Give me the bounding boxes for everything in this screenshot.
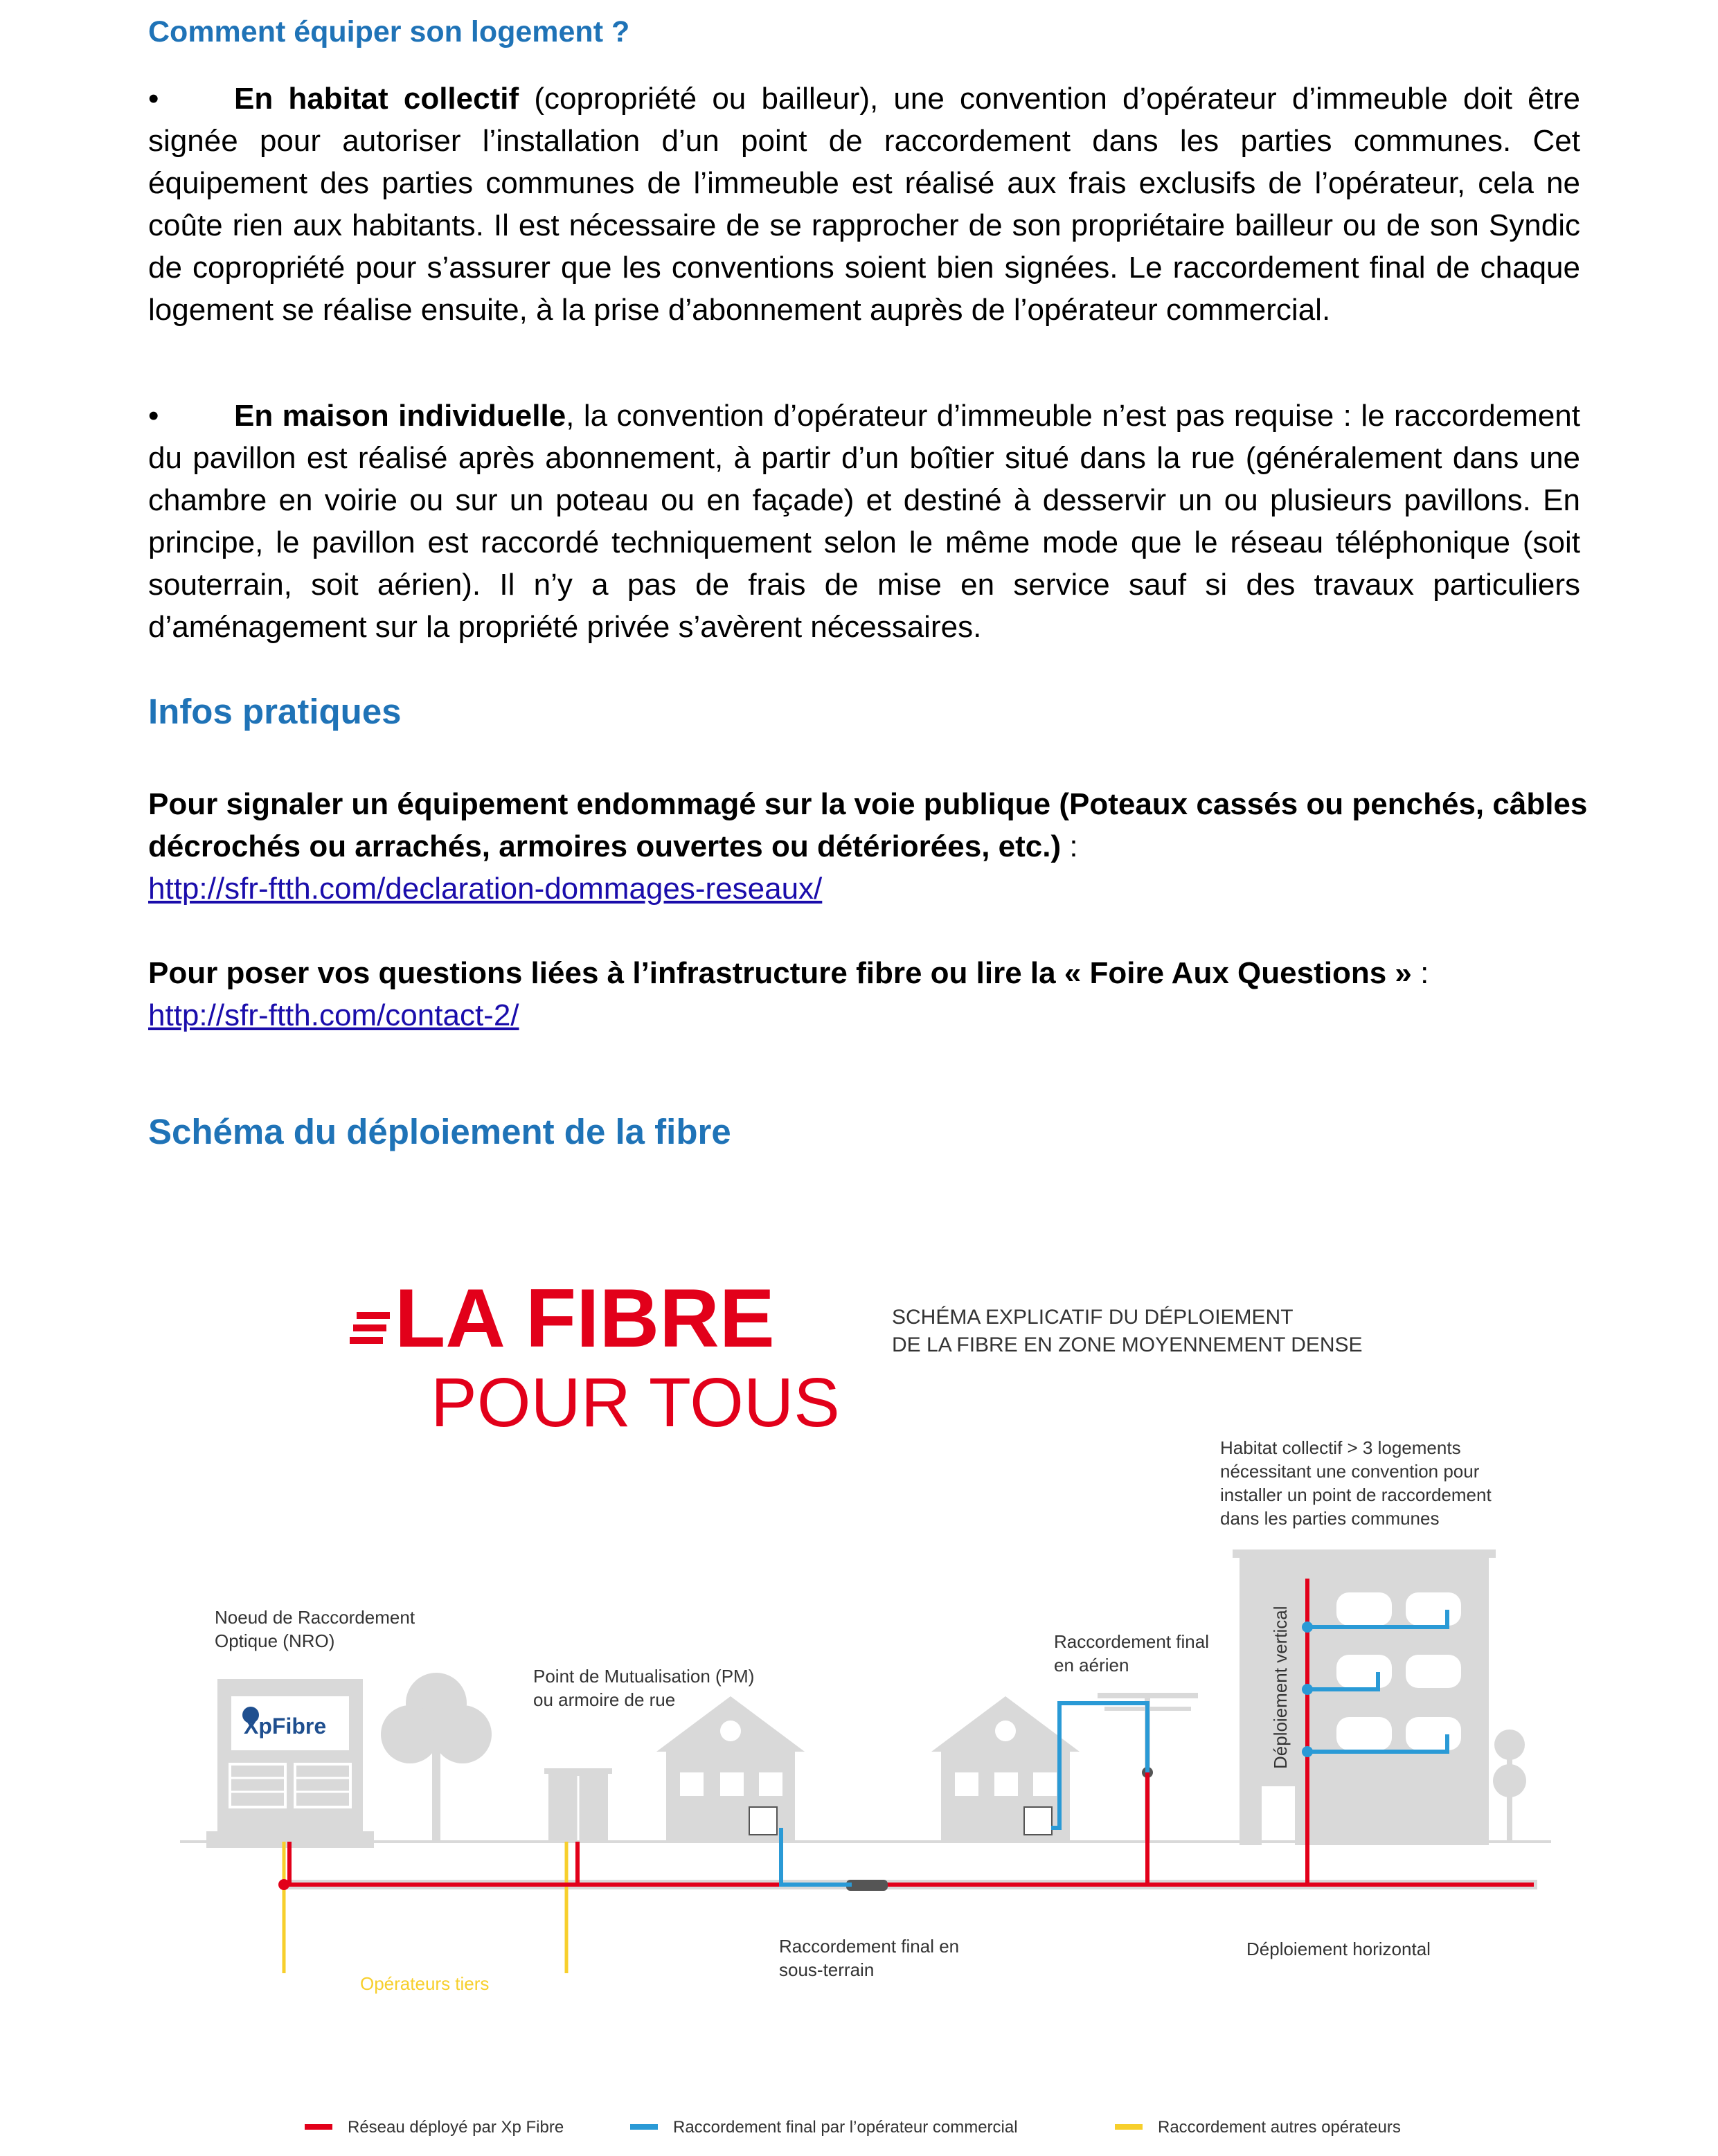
souterrain-label-2: sous-terrain xyxy=(779,1959,875,1980)
bullet-habitat-collectif xyxy=(148,78,1580,331)
bullet-icon: • xyxy=(148,399,159,433)
nro-label-2: Optique (NRO) xyxy=(215,1631,335,1651)
house-icon xyxy=(931,1696,1080,1842)
diagram-legend xyxy=(305,2118,1401,2137)
horizontal-label: Déploiement horizontal xyxy=(1246,1939,1431,1959)
legend-blue-swatch xyxy=(630,2124,658,2130)
tiers-label: Opérateurs tiers xyxy=(360,1973,490,1994)
bullet-bold-label: En habitat collectif xyxy=(234,82,519,116)
aerien-label-1: Raccordement final xyxy=(1054,1631,1209,1652)
info-suffix: : xyxy=(1411,956,1429,990)
habitat-label-2: nécessitant une convention pour xyxy=(1220,1461,1480,1482)
bullet-bold-label: En maison individuelle xyxy=(234,399,566,433)
diagram-subtitle-1: SCHÉMA EXPLICATIF DU DÉPLOIEMENT xyxy=(892,1306,1294,1329)
pm-label-1: Point de Mutualisation (PM) xyxy=(533,1666,755,1687)
info-label: Pour poser vos questions liées à l’infrastructure fibre ou lire la « Foire Aux Questions » xyxy=(148,956,1412,990)
legend-blue-label: Raccordement final par l’opérateur commercial xyxy=(673,2118,1018,2137)
logo-line1: LA FIBRE xyxy=(395,1272,775,1365)
info-item-dommages xyxy=(148,783,1602,910)
habitat-label-4: dans les parties communes xyxy=(1220,1508,1440,1529)
info-label: Pour signaler un équipement endommagé sur la voie publique (Poteaux cassés ou penchés, câbles décrochés ou arrachés, armoires ouvertes ou détériorées, etc.) xyxy=(148,787,1588,863)
link-contact[interactable]: http://sfr-ftth.com/contact-2/ xyxy=(148,998,519,1032)
logo-line2: POUR TOUS xyxy=(431,1364,840,1441)
bullet-icon: • xyxy=(148,82,159,116)
legend-red-swatch xyxy=(305,2124,332,2130)
legend-red-label: Réseau déployé par Xp Fibre xyxy=(348,2118,564,2137)
legend-yellow-swatch xyxy=(1115,2124,1143,2130)
nro-building xyxy=(206,1679,374,1848)
section-title-schema: Schéma du déploiement de la fibre xyxy=(148,1112,731,1151)
pm-cabinet xyxy=(544,1768,612,1842)
info-suffix: : xyxy=(1061,829,1078,863)
nro-label-1: Noeud de Raccordement xyxy=(215,1607,415,1628)
habitat-label-1: Habitat collectif > 3 logements xyxy=(1220,1437,1461,1458)
aerien-label-2: en aérien xyxy=(1054,1655,1129,1676)
bullet-maison-individuelle xyxy=(148,395,1580,648)
section-title-equipement: Comment équiper son logement ? xyxy=(148,15,630,48)
info-item-questions xyxy=(148,952,1602,1036)
xp-fibre-logo: XpFibre xyxy=(244,1714,327,1739)
fibre-deployment-diagram xyxy=(166,1260,1565,2153)
la-fibre-logo xyxy=(350,1272,840,1441)
tree-icon xyxy=(1493,1730,1526,1842)
pm-label-2: ou armoire de rue xyxy=(533,1689,676,1710)
tree-icon xyxy=(381,1673,492,1842)
legend-yellow-label: Raccordement autres opérateurs xyxy=(1158,2118,1401,2137)
bullet-text: (copropriété ou bailleur), une convention d’opérateur d’immeuble doit être signée pour autoriser l’installation d’un point de raccordement dans les parties communes. Cet équipement des parties communes de l’immeuble est réalisé aux frais exclusifs de l’opérateur, cela ne coûte rien aux habitants. Il est nécessaire de se rapprocher de son propriétaire bailleur ou de son Syndic de copropriété pour s’assurer que les conventions soient bien signées. Le raccordement final de chaque logement se réalise ensuite, à la prise d’abonnement auprès de l’opérateur commercial. xyxy=(148,82,1580,327)
souterrain-label-1: Raccordement final en xyxy=(779,1936,960,1957)
house-icon xyxy=(656,1696,805,1842)
bullet-text: , la convention d’opérateur d’immeuble n’est pas requise : le raccordement du pavillon est réalisé après abonnement, à partir d’un boîtier situé dans la rue (généralement dans une chambre en voirie ou sur un poteau ou en façade) et destiné à desservir un ou plusieurs pavillons. En principe, le pavillon est raccordé techniquement selon le même mode que le réseau téléphonique (soit souterrain, soit aérien). Il n’y a pas de frais de mise en service sauf si des travaux particuliers d’aménagement sur la propriété privée s’avèrent nécessaires. xyxy=(148,399,1580,644)
link-declaration-dommages[interactable]: http://sfr-ftth.com/declaration-dommages-reseaux/ xyxy=(148,872,823,906)
section-title-infos: Infos pratiques xyxy=(148,692,402,731)
diagram-subtitle-2: DE LA FIBRE EN ZONE MOYENNEMENT DENSE xyxy=(892,1333,1363,1356)
vertical-label: Déploiement vertical xyxy=(1270,1606,1291,1769)
habitat-label-3: installer un point de raccordement xyxy=(1220,1484,1492,1505)
